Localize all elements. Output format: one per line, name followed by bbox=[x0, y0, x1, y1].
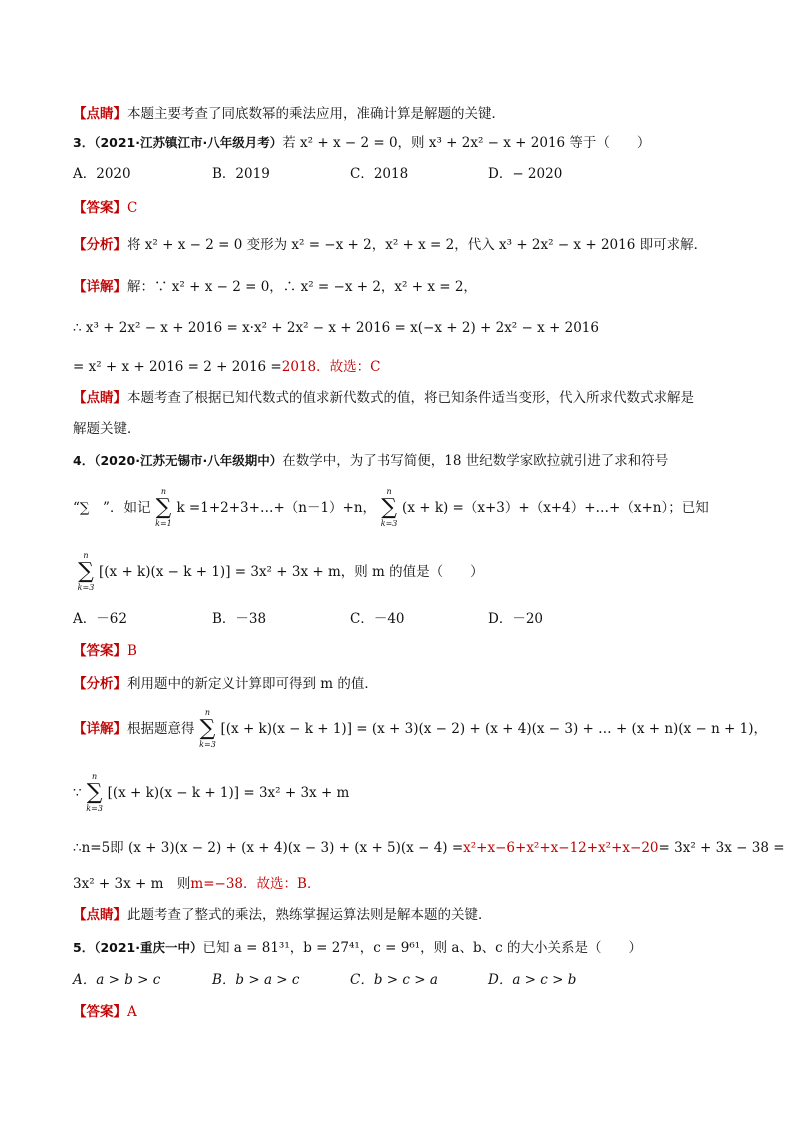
q3-option-c: C．2018 bbox=[350, 166, 409, 182]
q4-stem-3-text: [(x + k)(x − k + 1)] = 3x² + 3x + m，则 m 的值是（ ） bbox=[99, 564, 484, 580]
q4-source: （2020·江苏无锡市·八年级期中） bbox=[94, 453, 283, 468]
q4-dianjing: 此题考查了整式的乘法，熟练掌握运算法则是解本题的关键． bbox=[127, 907, 492, 923]
sigma-k3-icon: n ∑ k=3 bbox=[86, 771, 103, 813]
q3-option-b: B．2019 bbox=[212, 166, 270, 182]
q4-option-c: C．－40 bbox=[350, 611, 405, 627]
q3-detail-tag: 【详解】 bbox=[73, 279, 127, 295]
q3-analysis-tag: 【分析】 bbox=[73, 237, 127, 253]
q4-number: 4． bbox=[73, 453, 95, 468]
q4-stem-2c: (x + k) =（x+3）+（x+4）+…+（x+n）；已知 bbox=[402, 500, 709, 516]
sigma-k1-icon: n ∑ k=1 bbox=[155, 486, 172, 528]
sigma-k3-icon: n ∑ k=3 bbox=[199, 707, 216, 749]
q5-option-c: C．b > c > a bbox=[350, 972, 438, 988]
q4-detail-3c: = 3x² + 3x − 38 = bbox=[658, 840, 785, 856]
q5-option-b: B．b > a > c bbox=[212, 972, 300, 988]
sigma-k3-icon: n ∑ k=3 bbox=[77, 550, 95, 592]
q3-number: 3． bbox=[73, 135, 95, 150]
q4-stem-text-1: 在数学中，为了书写简便，18 世纪数学家欧拉就引进了求和符号 bbox=[282, 453, 669, 469]
q4-answer-tag: 【答案】 bbox=[73, 643, 127, 659]
q4-answer-line bbox=[73, 641, 137, 661]
q3-option-a: A．2020 bbox=[73, 166, 131, 182]
q3-dianjing-tag: 【点睛】 bbox=[73, 390, 127, 406]
q5-option-a: A．a > b > c bbox=[73, 972, 161, 988]
q4-stem-2b: k =1+2+3+…+（n－1）+n， bbox=[176, 500, 377, 516]
q3-dianjing-1: 本题考查了根据已知代数式的值求新代数式的值，将已知条件适当变形，代入所求代数式求解是 bbox=[127, 390, 694, 406]
q3-answer-tag: 【答案】 bbox=[73, 200, 127, 216]
q5-stem bbox=[73, 938, 642, 958]
q4-detail-4b: m=−38．故选：B． bbox=[190, 876, 321, 892]
sigma-k3-icon: n ∑ k=3 bbox=[380, 486, 398, 528]
q4-analysis-line bbox=[73, 674, 378, 694]
q5-number: 5． bbox=[73, 940, 95, 955]
q5-source: （2021·重庆一中） bbox=[94, 940, 203, 955]
q3-source: （2021·江苏镇江市·八年级月考） bbox=[94, 135, 283, 150]
dianjing-text: 本题主要考查了同底数幂的乘法应用，准确计算是解题的关键． bbox=[127, 106, 505, 122]
q4-detail-line-2 bbox=[73, 773, 349, 814]
q4-dianjing-tag: 【点睛】 bbox=[73, 907, 127, 923]
q3-detail-3a: = x² + x + 2016 = 2 + 2016 = bbox=[73, 359, 282, 375]
q3-option-d: D．− 2020 bbox=[488, 166, 563, 182]
q4-detail-4a: 3x² + 3x + m 则 bbox=[73, 876, 191, 892]
q3-dianjing-line-1 bbox=[73, 388, 694, 408]
q4-stem-1 bbox=[73, 451, 668, 471]
q4-analysis-tag: 【分析】 bbox=[73, 676, 127, 692]
q5-answer: A bbox=[127, 1004, 137, 1020]
q4-dianjing-line bbox=[73, 905, 492, 925]
q3-stem bbox=[73, 133, 650, 153]
q4-detail-2a: ∵ bbox=[73, 785, 82, 801]
q4-detail-1a: 根据题意得 bbox=[127, 721, 195, 737]
q3-answer-line bbox=[73, 198, 137, 218]
q3-dianjing-line-2 bbox=[73, 419, 141, 439]
q4-analysis: 利用题中的新定义计算即可得到 m 的值． bbox=[127, 676, 378, 692]
q3-detail-line-3 bbox=[73, 357, 380, 377]
q3-detail-3b: 2018．故选：C bbox=[281, 359, 381, 375]
q4-stem-2 bbox=[73, 488, 709, 529]
q4-detail-3a: ∴n=5即 (x + 3)(x − 2) + (x + 4)(x − 3) + (x + 5)(x − 4) = bbox=[73, 840, 464, 856]
q4-stem-3 bbox=[73, 552, 484, 593]
q3-detail-1: 解：∵ x² + x − 2 = 0，∴ x² = −x + 2，x² + x = 2， bbox=[127, 279, 477, 295]
q3-answer: C bbox=[127, 200, 138, 216]
q4-detail-line-4 bbox=[73, 874, 320, 894]
q3-detail-line-1 bbox=[73, 277, 477, 297]
q5-option-d: D．a > c > b bbox=[488, 972, 577, 988]
q4-detail-2b: [(x + k)(x − k + 1)] = 3x² + 3x + m bbox=[107, 785, 350, 801]
q3-analysis-line bbox=[73, 235, 707, 255]
dianjing-line bbox=[73, 104, 505, 124]
q4-option-a: A．－62 bbox=[73, 611, 127, 627]
q3-analysis: 将 x² + x − 2 = 0 变形为 x² = −x + 2，x² + x = 2，代入 x³ + 2x² − x + 2016 即可求解． bbox=[127, 237, 708, 253]
q4-option-b: B．－38 bbox=[212, 611, 267, 627]
dianjing-tag: 【点睛】 bbox=[73, 106, 127, 122]
q3-dianjing-2: 解题关键． bbox=[73, 421, 141, 437]
q4-detail-tag: 【详解】 bbox=[73, 721, 127, 737]
q5-stem-text: 已知 a = 81³¹，b = 27⁴¹，c = 9⁶¹，则 a、b、c 的大小关系是（ ） bbox=[202, 940, 642, 956]
q5-answer-line bbox=[73, 1002, 137, 1022]
q3-detail-2: ∴ x³ + 2x² − x + 2016 = x·x² + 2x² − x + 2016 = x(−x + 2) + 2x² − x + 2016 bbox=[73, 320, 599, 336]
q4-option-d: D．－20 bbox=[488, 611, 544, 627]
q4-answer: B bbox=[127, 643, 137, 659]
q3-stem-text: 若 x² + x − 2 = 0，则 x³ + 2x² − x + 2016 等于（ ） bbox=[282, 135, 651, 151]
q4-detail-1b: [(x + k)(x − k + 1)] = (x + 3)(x − 2) + (x + 4)(x − 3) + … + (x + n)(x − n + 1)， bbox=[220, 721, 768, 737]
q4-detail-3b: x²+x−6+x²+x−12+x²+x−20 bbox=[463, 840, 659, 856]
q4-detail-line-3 bbox=[73, 838, 785, 858]
q3-detail-line-2 bbox=[73, 318, 599, 338]
q5-answer-tag: 【答案】 bbox=[73, 1004, 127, 1020]
q4-stem-2a: “∑ ”．如记 bbox=[73, 500, 151, 516]
q4-detail-line-1 bbox=[73, 709, 767, 750]
